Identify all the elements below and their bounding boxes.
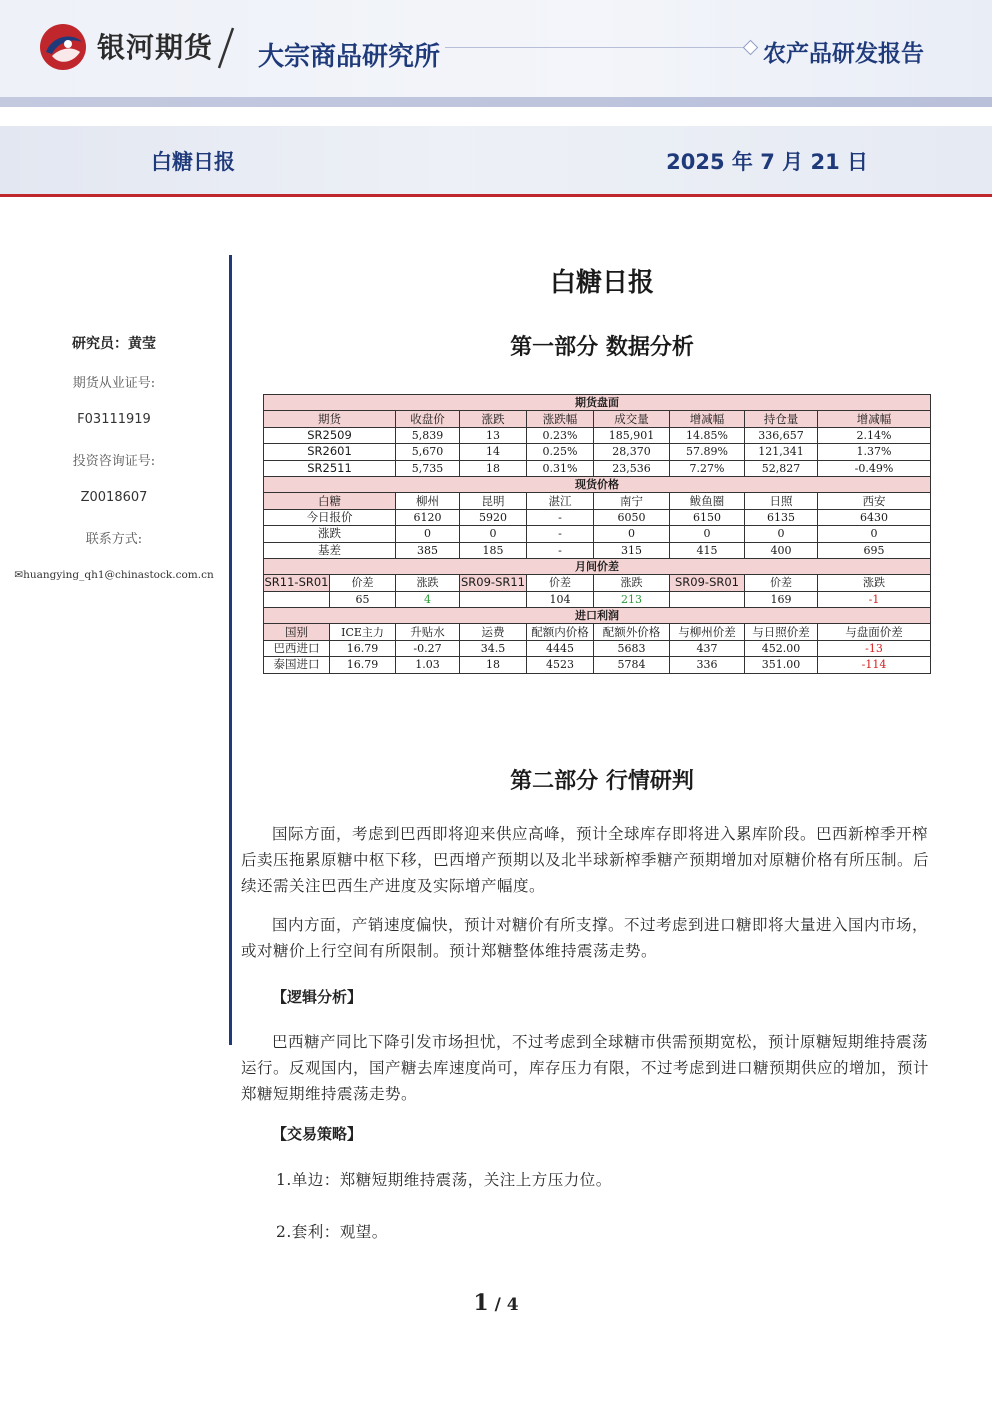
paragraph-logic: 巴西糖产同比下降引发市场担忧，不过考虑到全球糖市供需预期宽松，预计原糖短期维持震荡运行。反观国内，国产糖去库速度尚可，库存压力有限，不过考虑到进口糖预期供应的增加，预计郑糖短期维持震荡走势。: [241, 1033, 930, 1103]
table-cell: [670, 591, 745, 607]
table-cell: SR2601: [264, 444, 396, 460]
table-cell: 336,657: [745, 427, 818, 443]
column-header: 升贴水: [396, 624, 460, 640]
strategy-heading: 【交易策略】: [272, 1125, 363, 1143]
table-cell: -1: [818, 591, 931, 607]
report-header: [0, 0, 992, 100]
table-cell: 0: [594, 526, 670, 542]
section-label: 期货盘面: [264, 395, 931, 411]
spread-name: SR09-SR01: [670, 575, 745, 591]
spread-name: SR11-SR01: [264, 575, 329, 590]
table-cell: 315: [594, 542, 670, 558]
table-row: [264, 427, 931, 443]
table-cell: 437: [670, 640, 745, 656]
table-row: [264, 526, 931, 542]
table-cell: 0: [745, 526, 818, 542]
table-cell: 5,735: [396, 460, 460, 476]
column-header: 与日照价差: [745, 624, 818, 640]
strategy-single: 1.单边：郑糖短期维持震荡，关注上方压力位。: [276, 1171, 612, 1189]
table-cell: 14: [460, 444, 527, 460]
column-header: 西安: [818, 493, 931, 509]
table-cell: 巴西进口: [264, 640, 330, 656]
table-cell: 14.85%: [670, 427, 745, 443]
table-cell: 6135: [745, 509, 818, 525]
table-cell: 0.25%: [527, 444, 594, 460]
futures-section-row: [264, 395, 931, 411]
mail-icon: ✉: [14, 569, 24, 581]
table-cell: SR2509: [264, 427, 396, 443]
column-header: 增减幅: [818, 411, 931, 427]
report-type: 农产品研发报告: [763, 41, 924, 67]
table-row: [264, 444, 931, 460]
slash-divider: [216, 26, 236, 70]
section-1-title: 第一部分 数据分析: [510, 335, 694, 360]
table-cell: 400: [745, 542, 818, 558]
table-cell: 52,827: [745, 460, 818, 476]
table-cell: 2.14%: [818, 427, 931, 443]
column-header: 价差: [527, 575, 594, 591]
table-cell: 6430: [818, 509, 931, 525]
column-header: 与柳州价差: [670, 624, 745, 640]
spot-section-row: [264, 476, 931, 492]
table-cell: 169: [745, 591, 818, 607]
paragraph-domestic: 国内方面，产销速度偏快，预计对糖价有所支撑。不过考虑到进口糖即将大量进入国内市场，或对糖价上行空间有所限制。预计郑糖整体维持震荡走势。: [241, 916, 929, 960]
column-header: 配额内价格: [527, 624, 594, 640]
table-cell: 57.89%: [670, 444, 745, 460]
institute-name: 大宗商品研究所: [258, 42, 441, 72]
table-cell: 1.03: [396, 657, 460, 673]
column-header: 价差: [745, 575, 818, 591]
table-cell: 452.00: [745, 640, 818, 656]
column-header: 成交量: [594, 411, 670, 427]
table-cell: 6150: [670, 509, 745, 525]
table-cell: 涨跌: [264, 526, 396, 542]
table-cell: 23,536: [594, 460, 670, 476]
table-cell: 185: [460, 542, 527, 558]
table-cell: -0.49%: [818, 460, 931, 476]
column-header: 湛江: [527, 493, 594, 509]
column-header: 与盘面价差: [818, 624, 931, 640]
table-row: [264, 542, 931, 558]
table-cell: 0.23%: [527, 427, 594, 443]
table-cell: -13: [818, 640, 931, 656]
table-cell: 7.27%: [670, 460, 745, 476]
table-cell: 5,670: [396, 444, 460, 460]
table-cell: 5683: [594, 640, 670, 656]
table-cell: 121,341: [745, 444, 818, 460]
table-cell: 65: [330, 591, 396, 607]
header-stripe: [0, 97, 992, 107]
column-header: 增减幅: [670, 411, 745, 427]
table-cell: 5,839: [396, 427, 460, 443]
table-cell: 385: [396, 542, 460, 558]
table-cell: 695: [818, 542, 931, 558]
table-cell: 0: [670, 526, 745, 542]
table-cell: 13: [460, 427, 527, 443]
consult-cert-label: 投资咨询证号:: [72, 454, 156, 469]
page-number: [0, 1290, 992, 1316]
table-cell: 336: [670, 657, 745, 673]
column-header: 昆明: [460, 493, 527, 509]
title-band: [0, 126, 992, 194]
spread-section-row: [264, 558, 931, 574]
column-header: 涨跌: [594, 575, 670, 591]
consult-cert-number: Z0018607: [80, 490, 148, 505]
sidebar-divider: [229, 255, 232, 1045]
table-cell: SR2511: [264, 460, 396, 476]
table-cell: -: [527, 526, 594, 542]
researcher-name: 研究员：黄莹: [72, 336, 156, 352]
section-label: 现货价格: [264, 476, 931, 492]
table-cell: 1.37%: [818, 444, 931, 460]
table-row: [264, 640, 931, 656]
column-header: 涨跌: [396, 575, 460, 591]
paragraph-international: 国际方面，考虑到巴西即将迎来供应高峰，预计全球库存即将进入累库阶段。巴西新榨季开榨后卖压拖累原糖中枢下移，巴西增产预期以及北半球新榨季糖产预期增加对原糖价格有所压制。后续还需关注巴西生产进度及实际增产幅度。: [241, 825, 930, 895]
main-title: 白糖日报: [549, 268, 654, 298]
column-header: 配额外价格: [594, 624, 670, 640]
red-rule: [0, 194, 992, 197]
column-header: 期货: [264, 411, 396, 427]
diamond-icon: [743, 40, 759, 56]
table-cell: 213: [594, 591, 670, 607]
futures-header-row: [264, 411, 931, 427]
table-cell: 0.31%: [527, 460, 594, 476]
contact-email[interactable]: [0, 569, 228, 581]
contact-label: 联系方式:: [85, 532, 143, 547]
column-header: 国别: [264, 624, 330, 640]
report-date: 2025 年 7 月 21 日: [666, 150, 868, 174]
table-row: [264, 460, 931, 476]
import-section-row: [264, 608, 931, 624]
table-cell: 185,901: [594, 427, 670, 443]
column-header: 鲅鱼圈: [670, 493, 745, 509]
table-cell: -: [527, 542, 594, 558]
table-cell: 泰国进口: [264, 657, 330, 673]
table-cell: 16.79: [330, 657, 396, 673]
column-header: ICE主力: [330, 624, 396, 640]
galaxy-logo-icon: [38, 22, 88, 72]
column-header: 涨跌幅: [527, 411, 594, 427]
table-cell: 104: [527, 591, 594, 607]
column-header: 持仓量: [745, 411, 818, 427]
column-header: 南宁: [594, 493, 670, 509]
strategy-arbitrage: 2.套利：观望。: [276, 1223, 388, 1241]
logic-heading: 【逻辑分析】: [272, 988, 363, 1006]
futures-cert-label: 期货从业证号:: [72, 376, 156, 391]
table-cell: 5784: [594, 657, 670, 673]
current-page: 1: [473, 1290, 489, 1316]
data-table: [263, 394, 931, 674]
header-rule: [445, 47, 745, 48]
brand-name: 银河期货: [97, 31, 214, 64]
table-cell: 5920: [460, 509, 527, 525]
column-header: 价差: [330, 575, 396, 591]
table-cell: 0: [460, 526, 527, 542]
table-row: [264, 657, 931, 673]
table-cell: 28,370: [594, 444, 670, 460]
import-header-row: [264, 624, 931, 640]
page-sep: /: [488, 1295, 507, 1315]
column-header: 涨跌: [460, 411, 527, 427]
spread-name: SR09-SR11: [461, 575, 525, 590]
table-row: [264, 591, 931, 607]
table-cell: 4523: [527, 657, 594, 673]
table-cell: [460, 591, 527, 607]
column-header: 日照: [745, 493, 818, 509]
column-header: 柳州: [396, 493, 460, 509]
band-title: 白糖日报: [151, 150, 235, 174]
table-cell: 0: [396, 526, 460, 542]
table-cell: -0.27: [396, 640, 460, 656]
email-text: huangying_qh1@chinastock.com.cn: [23, 569, 214, 581]
table-cell: 34.5: [460, 640, 527, 656]
column-header: 收盘价: [396, 411, 460, 427]
table-cell: 今日报价: [264, 509, 396, 525]
column-header: 白糖: [264, 493, 396, 509]
table-cell: 4: [396, 591, 460, 607]
section-label: 月间价差: [264, 558, 931, 574]
section-2-title: 第二部分 行情研判: [510, 769, 694, 794]
table-cell: 4445: [527, 640, 594, 656]
table-cell: 18: [460, 460, 527, 476]
table-cell: -: [527, 509, 594, 525]
total-pages: 4: [506, 1295, 519, 1315]
spread-header-row: [264, 575, 931, 591]
table-cell: 6120: [396, 509, 460, 525]
table-cell: 6050: [594, 509, 670, 525]
column-header: 运费: [460, 624, 527, 640]
table-cell: [264, 591, 330, 607]
table-cell: 基差: [264, 542, 396, 558]
table-cell: 18: [460, 657, 527, 673]
spot-header-row: [264, 493, 931, 509]
table-cell: 16.79: [330, 640, 396, 656]
futures-cert-number: F03111919: [77, 412, 151, 427]
table-cell: 0: [818, 526, 931, 542]
table-cell: 351.00: [745, 657, 818, 673]
column-header: 涨跌: [818, 575, 931, 591]
table-row: [264, 509, 931, 525]
section-label: 进口利润: [264, 608, 931, 624]
table-cell: 415: [670, 542, 745, 558]
table-cell: -114: [818, 657, 931, 673]
